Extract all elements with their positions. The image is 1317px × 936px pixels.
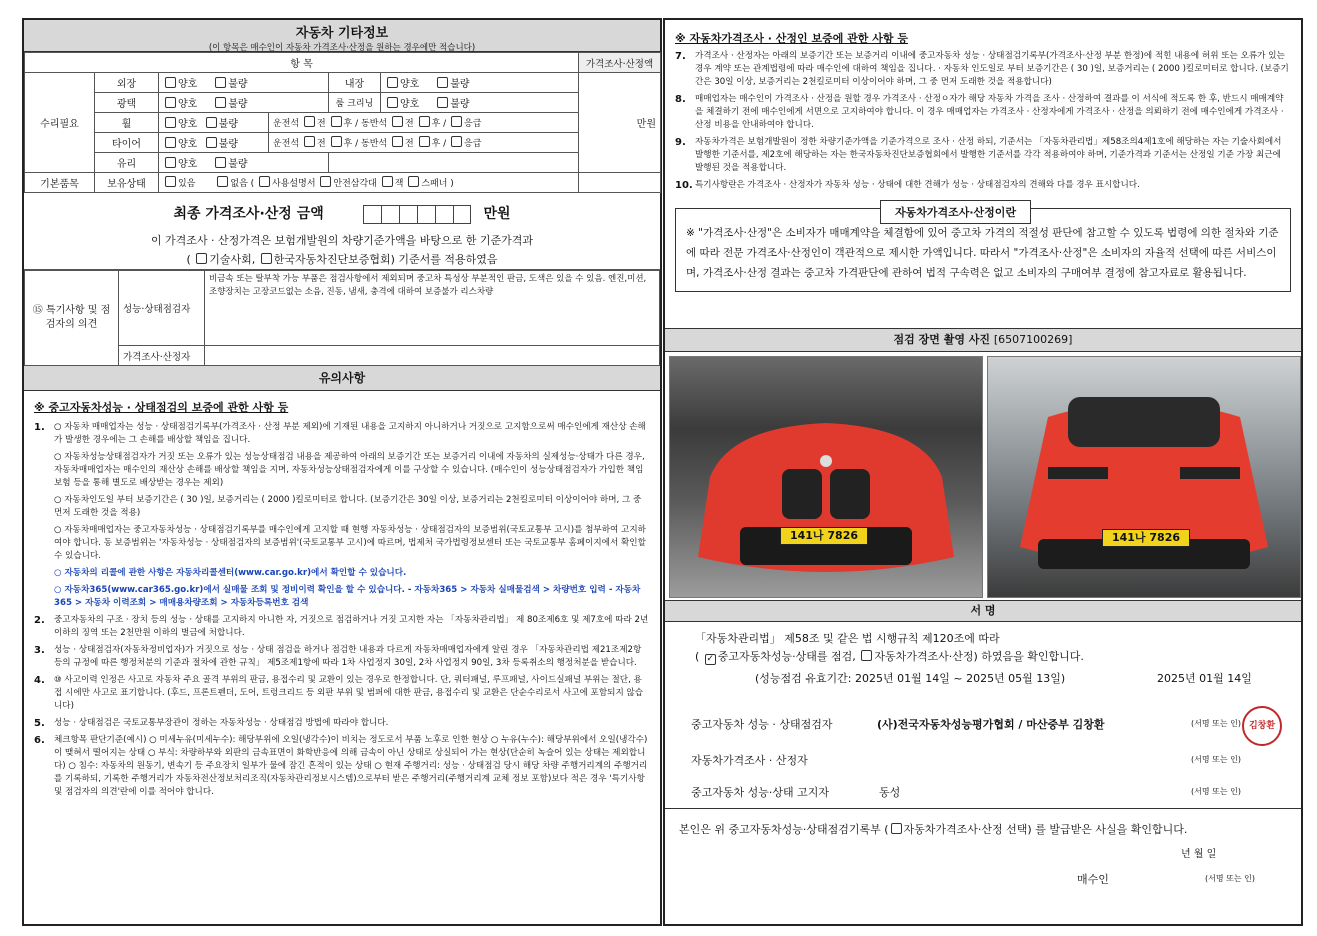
sign-line1: 「자동차관리법」 제58조 및 같은 법 시행규칙 제120조에 따라 bbox=[695, 632, 1000, 645]
repair-label: 수리필요 bbox=[25, 73, 95, 173]
tire-good-checkbox[interactable] bbox=[165, 137, 176, 148]
sign-or-seal-1[interactable]: (서명 또는 인) bbox=[1191, 719, 1241, 728]
inspector-seal bbox=[1242, 706, 1282, 746]
row-wheel: 휠 bbox=[95, 113, 159, 133]
bad-label: 불량 bbox=[450, 79, 470, 90]
basis-line1: 이 가격조사 · 산정가격은 보험개발원의 차량기준가액을 바탕으로 한 기준가격과 bbox=[150, 233, 534, 247]
wheel-driver-front-checkbox[interactable] bbox=[304, 116, 315, 127]
basis-tech: 기술사회, bbox=[209, 252, 256, 266]
passenger-label: 동반석 bbox=[361, 119, 388, 129]
row-room: 룸 크리닝 bbox=[329, 93, 381, 113]
note-text: 매매업자는 매수인이 가격조사 · 산정을 원할 경우 가격조사 · 산정ㅇ자가 해당 자동차 가격을 조사 · 산정하여 결과를 이 서식에 적도록 한 후, 반드시 매매계약을 체결하기 전에 매수인에게 서면으로 고지하여야 합니다. 이 경우 매매업자는 가격조사 · 산정자에게 가격조사 · 산정을 의뢰하기 전에 매수인에게 가격조사 · 산정 비용을 안내하여야 합니다. bbox=[695, 94, 1284, 130]
note-text: 성능 · 상태점검자(자동차정비업자)가 거짓으로 성능 · 상태 점검을 하거나 점검한 내용과 다르게 자동차매매업자에게 알린 경우 「자동차관리법 제21조제2항 등의 규정에 따른 행정처분의 기준과 절차에 관한 규칙」 제5조제1항에 따라 1차 사업정지 30일, 2차 사업정지 90일, 3차 등록취소의 행정처분을 받습니다. bbox=[54, 645, 642, 668]
wheel-driver-rear-checkbox[interactable] bbox=[331, 116, 342, 127]
col-item: 항 목 bbox=[25, 53, 579, 73]
tire-pass-front-checkbox[interactable] bbox=[392, 136, 403, 147]
manual-label: 사용설명서 bbox=[272, 179, 316, 189]
other-info-title: 자동차 기타정보 bbox=[295, 26, 389, 41]
validity: (성능점검 유효기간: 2025년 01월 14일 ~ 2025년 05월 13일) bbox=[755, 672, 1066, 685]
interior-good-checkbox[interactable] bbox=[387, 77, 398, 88]
rear-car-photo bbox=[987, 356, 1301, 598]
note-text: 성능 · 상태점검은 국토교통부장관이 정하는 자동차성능 · 상태점검 방법에 따라야 합니다. bbox=[54, 718, 389, 728]
sign-section bbox=[665, 622, 1301, 809]
final-price-label: 최종 가격조사·산정 금액 bbox=[173, 206, 324, 222]
notifier-name: 동성 bbox=[879, 786, 901, 799]
note-text: ○ 자동차365(www.car365.go.kr)에서 실매물 조회 및 정비이력 확인을 할 수 있습니다. - 자동차365 > 자동차 실매물검색 > 차량번호 입력 - 자동차365 > 자동차 이력조회 > 매매용차량조회 > 자동차등록번호 검색 bbox=[54, 585, 641, 608]
note-text: ○ 자동차인도일 부터 보증기간은 ( 30 )일, 보증거리는 ( 2000 )킬로미터로 합니다. (보증기간은 30일 이상, 보증거리는 2천킬로미터 이상이어야 하며, 그 중 먼저 도래한 것을 적용) bbox=[54, 495, 642, 518]
note-item bbox=[34, 614, 650, 640]
good-label: 양호 bbox=[178, 79, 198, 90]
tech-society-checkbox[interactable] bbox=[196, 253, 207, 264]
note-number bbox=[34, 451, 54, 490]
jack-checkbox[interactable] bbox=[382, 176, 393, 187]
glass-bad-checkbox[interactable] bbox=[215, 157, 226, 168]
photo-header bbox=[665, 329, 1301, 352]
note-number bbox=[34, 567, 54, 580]
note-item bbox=[34, 734, 650, 799]
buyer-sign[interactable]: (서명 또는 인) bbox=[1205, 874, 1255, 883]
notes-header: 유의사항 bbox=[24, 366, 660, 391]
special-table bbox=[24, 270, 660, 366]
price-unit: 만원 bbox=[579, 73, 661, 173]
note-number: 10. bbox=[675, 180, 693, 191]
good-label: 양호 bbox=[178, 99, 198, 110]
spare-label: 응급 bbox=[464, 119, 482, 129]
passenger-label: 동반석 bbox=[361, 139, 388, 149]
special-label: ⑮ 특기사항 및 점검자의 의견 bbox=[25, 271, 119, 366]
final-price-unit: 만원 bbox=[483, 206, 511, 222]
note-number bbox=[34, 584, 54, 610]
tire-driver-rear-checkbox[interactable] bbox=[331, 136, 342, 147]
diag-assoc-checkbox[interactable] bbox=[261, 253, 272, 264]
note-number: 4. bbox=[34, 675, 45, 686]
basis-line2: ( 기술사회, 한국자동차진단보증협회) 기준서를 적용하였음 bbox=[186, 252, 498, 266]
good-label: 양호 bbox=[400, 99, 420, 110]
special-text: 비금속 또는 탈부착 가능 부품은 점검사항에서 제외되며 중고차 특성상 부분적인 판금, 도색은 있을 수 있음. 엔진,미션, 조향장치는 고장코드없는 소음, 진동, 냄새, 충격에 대하여 보증불가 리스차량 bbox=[205, 271, 660, 346]
front-label: 전 bbox=[316, 119, 326, 129]
wheel-spare-checkbox[interactable] bbox=[451, 116, 462, 127]
triangle-checkbox[interactable] bbox=[320, 176, 331, 187]
manual-checkbox[interactable] bbox=[259, 176, 270, 187]
rear-label: 후 bbox=[431, 119, 441, 129]
sign-or-seal-2[interactable]: (서명 또는 인) bbox=[1191, 755, 1241, 764]
note-item bbox=[34, 494, 650, 520]
note-text: ○ 자동차매매업자는 중고자동차성능 · 상태점검기록부를 매수인에게 고지할 때 현행 자동차성능 · 상태점검자의 보증범위(국토교통부 고시)를 첨부하여 고지하여야 합니다. 동 보증범위는 '자동차성능 · 상태점검자의 보증범위'(국토교통부 고시)에 따르며, 법제처 국가법령정보센터 또는 국토교통부 홈페이지에서 확인할 수 있습니다. bbox=[54, 525, 646, 561]
note-number: 6. bbox=[34, 735, 45, 746]
right-column bbox=[663, 18, 1303, 926]
note-item bbox=[34, 717, 650, 730]
good-label: 양호 bbox=[178, 139, 198, 150]
wheel-pass-rear-checkbox[interactable] bbox=[419, 116, 430, 127]
note-number bbox=[34, 494, 54, 520]
note-number bbox=[34, 524, 54, 563]
row-gloss: 광택 bbox=[95, 93, 159, 113]
other-info-subtitle: (이 항목은 매수인이 자동차 가격조사·산정을 원하는 경우에만 적습니다) bbox=[208, 43, 476, 53]
wheel-pass-front-checkbox[interactable] bbox=[392, 116, 403, 127]
bad-label: 불량 bbox=[450, 99, 470, 110]
notes-list bbox=[34, 421, 650, 799]
note-item bbox=[34, 567, 650, 580]
buyer-price-checkbox[interactable] bbox=[891, 823, 902, 834]
buyer-date: 년 월 일 bbox=[1181, 849, 1217, 860]
jack-label: 잭 bbox=[394, 179, 404, 189]
note-number: 3. bbox=[34, 645, 45, 656]
row-interior: 내장 bbox=[329, 73, 381, 93]
photo-area bbox=[665, 352, 1301, 601]
repair-table: 항 목 가격조사·산정액 수리필요 외장 양호 불량 내장 양호 불량 만원 광택 양호 불량 룸 크리닝 양호 불량 휠 양호 불량 운전석 전 후 / 동반석 전 후 / 응급 타이어 양호 불량 운전석 전 후 / 동반석 전 후 / 응급 유리 양호 불량 기본품목 보유상태 있음 없음 ( 사용설명서 안전삼각대 잭 스패너 ) bbox=[24, 52, 661, 193]
bad-label: 불량 bbox=[228, 159, 248, 170]
good-label: 양호 bbox=[400, 79, 420, 90]
final-price-section bbox=[24, 193, 660, 270]
front-label: 전 bbox=[316, 139, 326, 149]
bad-label: 불량 bbox=[228, 99, 248, 110]
note-item bbox=[34, 524, 650, 563]
confirm-line bbox=[679, 821, 1187, 837]
spanner-label: 스패너 bbox=[421, 179, 448, 189]
rear-car-icon bbox=[988, 357, 1300, 597]
final-price-input[interactable] bbox=[363, 205, 471, 224]
buyer-section bbox=[665, 809, 1301, 909]
note-number: 9. bbox=[675, 137, 686, 148]
notes-body bbox=[24, 391, 660, 799]
wheel-bad-checkbox[interactable] bbox=[206, 117, 217, 128]
note-number: 8. bbox=[675, 94, 686, 105]
rear-label: 후 bbox=[431, 139, 441, 149]
row-exterior: 외장 bbox=[95, 73, 159, 93]
rear-label: 후 bbox=[343, 119, 353, 129]
tire-spare-checkbox[interactable] bbox=[451, 136, 462, 147]
rear-plate: 141나 7826 bbox=[1102, 529, 1190, 547]
photo-title: 점검 장면 촬영 사진 bbox=[893, 333, 991, 346]
note-item bbox=[34, 674, 650, 713]
row-glass: 유리 bbox=[95, 153, 159, 173]
col-price: 가격조사·산정액 bbox=[579, 53, 661, 73]
gloss-bad-checkbox[interactable] bbox=[215, 97, 226, 108]
inspector-label: 중고자동차 성능 · 상태점검자 bbox=[691, 718, 833, 731]
good-label: 양호 bbox=[178, 119, 198, 130]
sign-header: 서 명 bbox=[665, 601, 1301, 622]
note-number: 1. bbox=[34, 422, 45, 433]
tire-bad-checkbox[interactable] bbox=[206, 137, 217, 148]
notifier-label: 중고자동차 성능·상태 고지자 bbox=[691, 786, 830, 799]
inspector-label: 성능·상태점검자 bbox=[119, 271, 205, 346]
basic-label: 기본품목 bbox=[25, 173, 95, 193]
note-text: 중고자동차의 구조 · 장치 등의 성능 · 상태를 고지하지 아니한 자, 거짓으로 점검하거나 거짓 고지한 자는 「자동차관리법」 제 80조제6호 및 제7호에 따라 2년 이하의 징역 또는 2천만원 이하의 벌금에 처합니다. bbox=[54, 615, 649, 638]
confirm-b: 자동차가격조사·산정 선택) 를 발급받은 사실을 확인합니다. bbox=[903, 823, 1188, 836]
definition-box bbox=[665, 208, 1301, 292]
sign-line2b: 자동차가격조사·산정) 하였음을 확인합니다. bbox=[874, 650, 1084, 663]
front-label: 전 bbox=[404, 139, 414, 149]
tire-driver-front-checkbox[interactable] bbox=[304, 136, 315, 147]
exterior-bad-checkbox[interactable] bbox=[215, 77, 226, 88]
note-text: ⑩ 사고이력 인정은 사고로 자동차 주요 골격 부위의 판금, 용접수리 및 교환이 있는 경우로 한정합니다. 단, 쿼터패널, 루프패널, 사이드실패널 부위는 절단, 용접 시에만 사고로 표기합니다. (후드, 프론트펜더, 도어, 트렁크리드 등 외판 부위 및 범퍼에 대한 판금, 용접수리 및 교환은 단순수리로서 사고에 포함되지 않습니다) bbox=[54, 675, 644, 711]
bad-label: 불량 bbox=[218, 119, 239, 130]
glass-good-checkbox[interactable] bbox=[165, 157, 176, 168]
bad-label: 불량 bbox=[228, 79, 248, 90]
photo-id: [6507100269] bbox=[993, 333, 1073, 346]
note-number: 2. bbox=[34, 615, 45, 626]
seal-text: 김창환 bbox=[1248, 721, 1276, 731]
sign-line2a: 중고자동차성능·상태를 점검, bbox=[717, 650, 856, 663]
note-item bbox=[675, 50, 1291, 89]
definition-title: 자동차가격조사·산정이란 bbox=[880, 200, 1031, 224]
note-text: 특기사항란은 가격조사 · 산정자가 자동차 성능 · 상태에 대한 견해가 성능 · 상태점검자의 견해와 다를 경우 표시합니다. bbox=[695, 180, 1140, 190]
note-item bbox=[34, 451, 650, 490]
note-item bbox=[34, 584, 650, 610]
bad-label: 불량 bbox=[218, 139, 239, 150]
guarantee-title: ※ 중고자동차성능 · 상태점검의 보증에 관한 사항 등 bbox=[34, 401, 289, 414]
sign-or-seal-3[interactable]: (서명 또는 인) bbox=[1191, 787, 1241, 796]
sign-line2: ( ✓중고자동차성능·상태를 점검, 자동차가격조사·산정) 하였음을 확인합니다. bbox=[695, 648, 1084, 665]
hold-label: 보유상태 bbox=[95, 173, 159, 193]
interior-bad-checkbox[interactable] bbox=[437, 77, 448, 88]
basic-no-checkbox[interactable] bbox=[217, 176, 228, 187]
note-text: ○ 자동차성능상태점검자가 거짓 또는 오류가 있는 성능상태점검 내용을 제공하여 아래의 보증기간 또는 보증거리 이내에 자동차의 실제성능·상태가 다른 경우, 자동차매매업자는 매수인의 재산상 손해를 배상할 책임을 지며, 자동차성능상태점검자에게 이를 구상할 수 있습니다. (매수인이 성능상태점검자가 가입한 책임보험 등을 통해 별도로 배상받는 경우는 제외) bbox=[54, 452, 645, 488]
sign-date: 2025년 01월 14일 bbox=[1157, 672, 1252, 685]
price-checkbox[interactable] bbox=[861, 650, 872, 661]
note-item bbox=[675, 179, 1291, 192]
price-section bbox=[665, 20, 1301, 329]
driver-label: 운전석 bbox=[273, 119, 300, 129]
gloss-good-checkbox[interactable] bbox=[165, 97, 176, 108]
yes-label: 있음 bbox=[178, 179, 196, 189]
price-person-label: 자동차가격조사 · 산정자 bbox=[691, 754, 808, 767]
note-item bbox=[675, 93, 1291, 132]
definition-text: ※ "가격조사·산정"은 소비자가 매매계약을 체결함에 있어 중고차 가격의 적절성 판단에 참고할 수 있도록 법령에 의한 절차와 기준에 따라 전문 가격조사·산정인이 객관적으로 제시한 가액입니다. 따라서 "가격조사·산정"은 소비자의 자율적 선택에 따른 서비스이며, 가격조사·산정 결과는 중고차 가격판단에 관하여 법적 구속력은 없고 소비자의 구매여부 결정에 참고자료로 활용됩니다. bbox=[675, 208, 1291, 292]
note-item bbox=[34, 644, 650, 670]
left-column bbox=[22, 18, 662, 926]
note-text: ○ 자동차의 리콜에 관한 사항은 자동차리콜센터(www.car.go.kr)에서 확인할 수 있습니다. bbox=[54, 568, 407, 578]
note-text: 체크항목 판단기준(예시) ○ 미세누유(미세누수): 해당부위에 오일(냉각수)이 비치는 정도로서 부품 노후로 인한 현상 ○ 누유(누수): 해당부위에서 오일(냉각수)이 맺혀서 떨어지는 상태 ○ 부식: 차량하부와 외판의 금속표면이 화학반응에 의해 금속이 아닌 상태로 상실되어 가는 현상(단순히 녹슬어 있는 상태는 제외합니다) ○ 침수: 자동차의 원동기, 변속기 등 주요장치 일부가 물에 잠긴 흔적이 있는 상태 ○ 현재 주행거리: 성능 · 상태점검 당시 해당 차량 주행거리계의 주행거리를 기록하되, 기록한 주행거리가 자동차전산정보처리조직(자동차관리정보시스템)으로부터 받은 주행거리(주행거리계 교체 정보 포함)보다 적은 경우 '특기사항 및 점검자의 의견'란에 이를 적어야 합니다. bbox=[54, 735, 648, 797]
price-title: ※ 자동차가격조사 · 산정인 보증에 관한 사항 등 bbox=[675, 32, 908, 45]
basis-assoc: 한국자동차진단보증협회) 기준서를 적용하였음 bbox=[273, 252, 498, 266]
good-label: 양호 bbox=[178, 159, 198, 170]
buyer-label: 매수인 bbox=[1077, 873, 1109, 886]
confirm-a: 본인은 위 중고자동차성능·상태점검기록부 ( bbox=[679, 823, 889, 836]
performance-checkbox[interactable] bbox=[705, 654, 716, 665]
tire-pass-rear-checkbox[interactable] bbox=[419, 136, 430, 147]
note-item bbox=[34, 421, 650, 447]
rear-label: 후 bbox=[343, 139, 353, 149]
price-person-label: 가격조사·산정자 bbox=[119, 346, 205, 366]
front-car-photo bbox=[669, 356, 983, 598]
front-label: 전 bbox=[404, 119, 414, 129]
front-plate: 141나 7826 bbox=[780, 527, 868, 545]
spare-label: 응급 bbox=[464, 139, 482, 149]
note-number: 5. bbox=[34, 718, 45, 729]
wheel-good-checkbox[interactable] bbox=[165, 117, 176, 128]
no-label: 없음 bbox=[230, 179, 248, 189]
front-car-icon bbox=[670, 357, 982, 597]
note-item bbox=[675, 136, 1291, 175]
note-number: 7. bbox=[675, 51, 686, 62]
other-info-header bbox=[24, 20, 660, 52]
inspector-name: (사)전국자동차성능평가협회 / 마산중부 김창환 bbox=[877, 718, 1105, 731]
price-list bbox=[665, 46, 1301, 192]
note-text: 자동차가격은 보험개발원이 정한 차량기준가액을 기준가격으로 조사 · 산정 하되, 기준서는 「자동차관리법」제58조의4제1호에 해당하는 자는 기술사회에서 발행한 기준서를, 제2호에 해당하는 자는 한국자동차진단보증협회에서 발행한 기준서를 각각 적용하여야 하며, 기준가격과 기준서는 산정일 기준 가장 최근에 발행된 것을 적용합니다. bbox=[695, 137, 1282, 173]
row-tire: 타이어 bbox=[95, 133, 159, 153]
spanner-checkbox[interactable] bbox=[408, 176, 419, 187]
triangle-label: 안전삼각대 bbox=[333, 179, 377, 189]
basic-yes-checkbox[interactable] bbox=[165, 176, 176, 187]
exterior-good-checkbox[interactable] bbox=[165, 77, 176, 88]
note-text: ○ 자동차 매매업자는 성능 · 상태점검기록부(가격조사 · 산정 부분 제외)에 기재된 내용을 고지하지 아니하거나 거짓으로 고지함으로써 매수인에게 재산상 손해가 발생한 경우에는 그 손해를 배상할 책임을 집니다. bbox=[54, 422, 646, 445]
room-good-checkbox[interactable] bbox=[387, 97, 398, 108]
driver-label: 운전석 bbox=[273, 139, 300, 149]
room-bad-checkbox[interactable] bbox=[437, 97, 448, 108]
note-text: 가격조사 · 산정자는 아래의 보증기간 또는 보증거리 이내에 중고자동차 성능 · 상태점검기록부(가격조사·산정 부분 한정)에 적힌 내용에 허위 또는 오류가 있는 경우 계약 또는 관계법령에 따라 매수인에 대하여 책임을 집니다. · 자동차 인도일로 부터 보증기간은 ( 30 )일, 보증거리는 ( 2000 )킬로미터로 합니다. (보증기간은 30일 이상, 보증거리는 2천킬로미터 이상이어야 하며, 그 중 먼저 도래한 것을 적용합니다) bbox=[695, 51, 1289, 87]
